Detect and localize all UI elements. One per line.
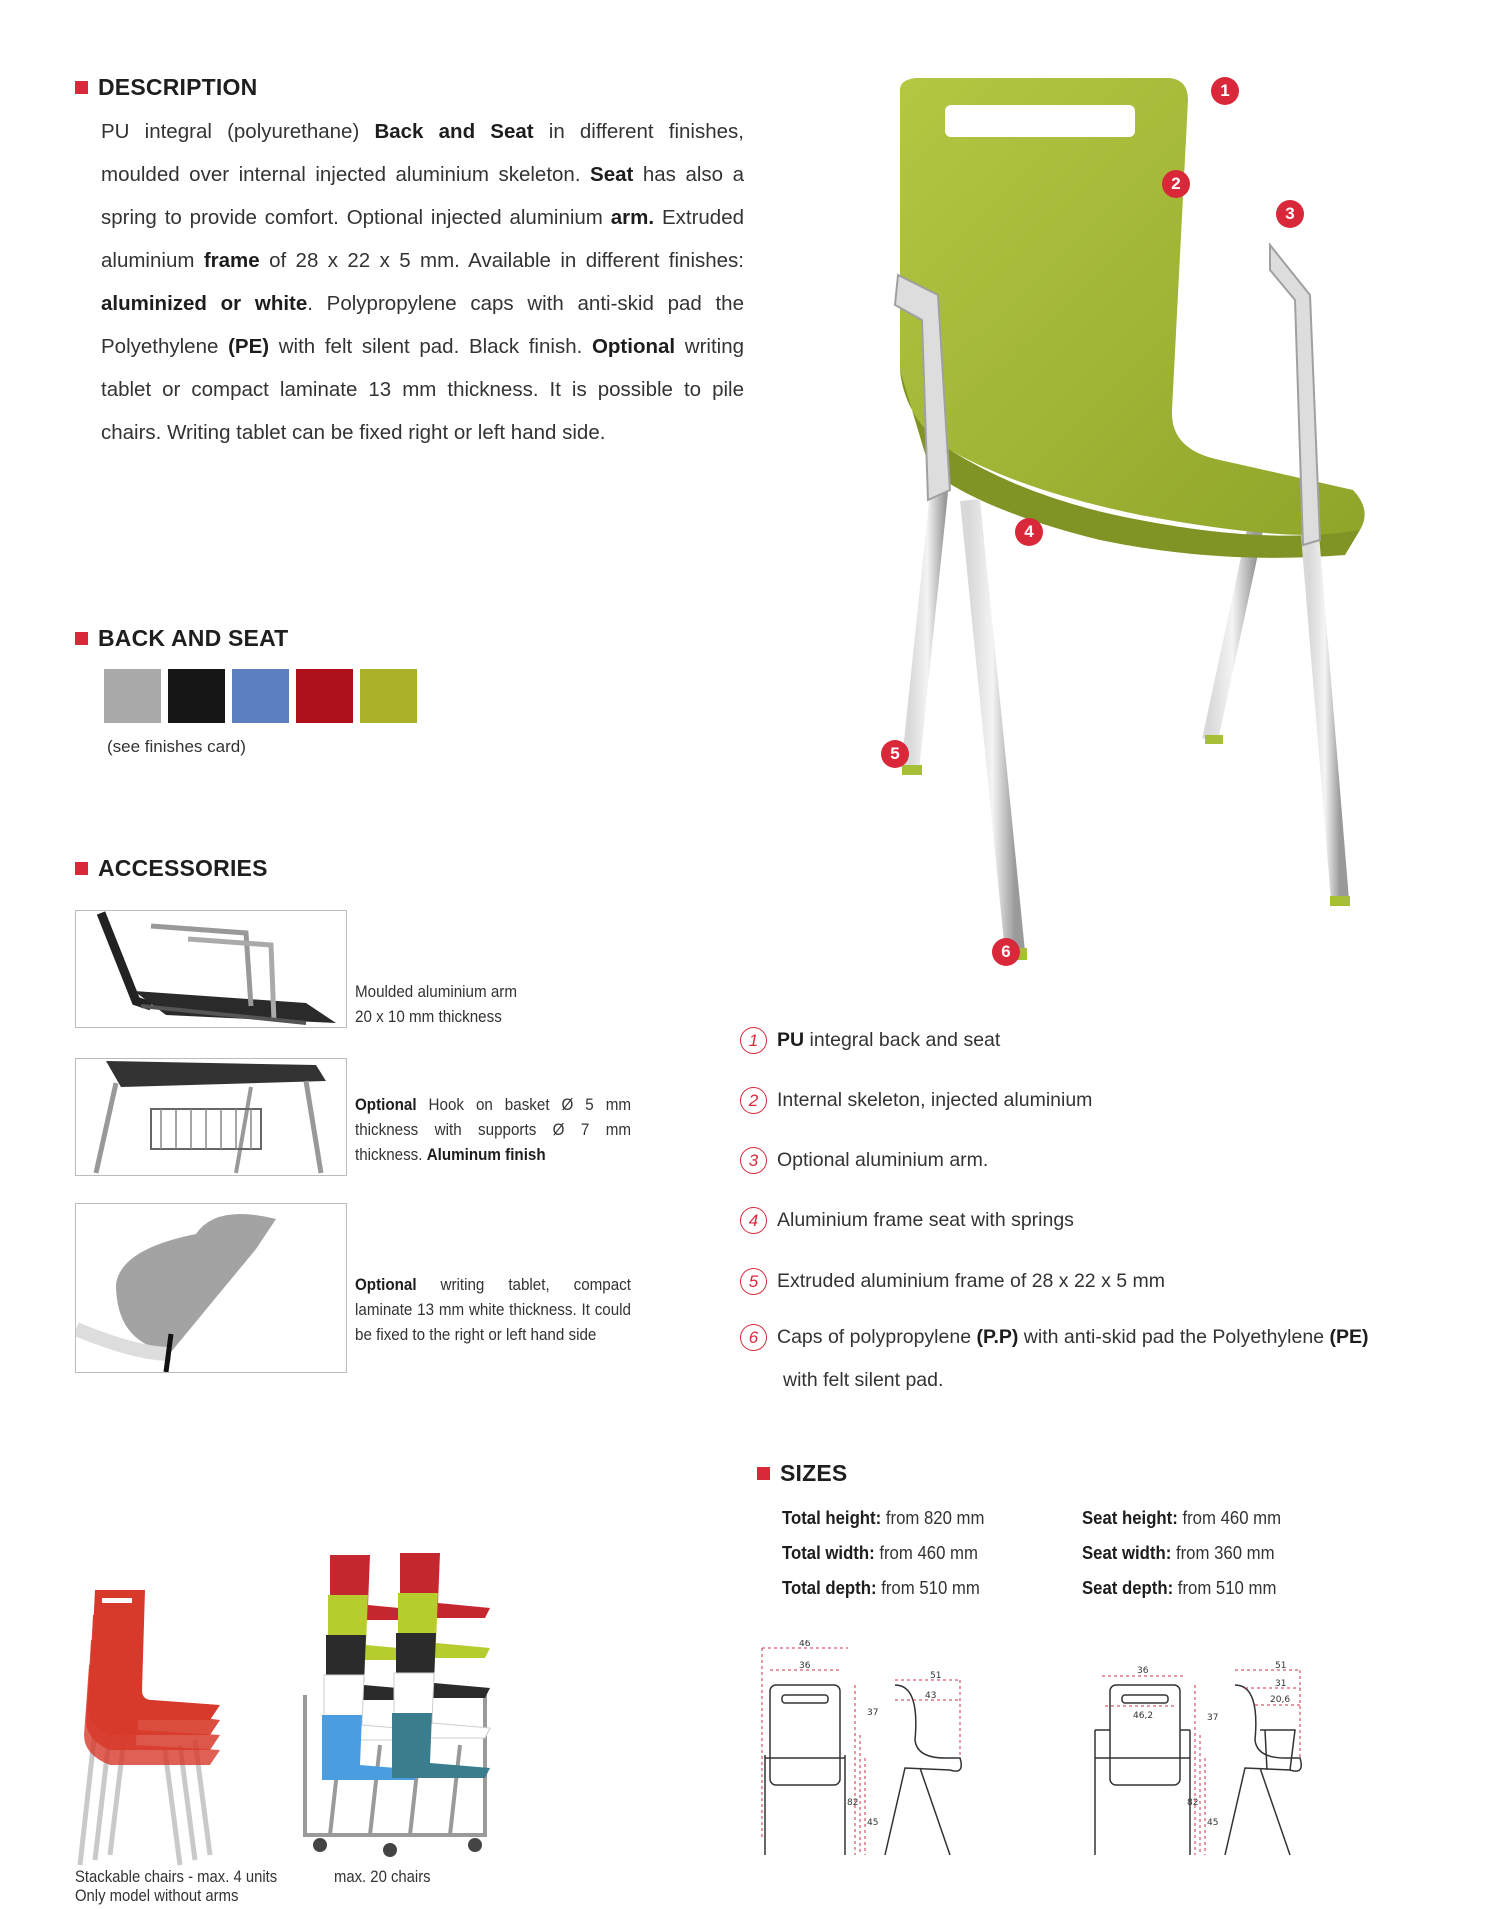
dim-b-2: 46,2 <box>1133 1711 1154 1721</box>
accessory-arm-image <box>75 910 347 1028</box>
dim-a-4: 43 <box>925 1691 937 1701</box>
marker-3: 3 <box>1276 200 1304 228</box>
dim-b-8: 45 <box>1207 1818 1219 1828</box>
stack-caption-2: max. 20 chairs <box>334 1868 431 1886</box>
stack-caption-1: Stackable chairs - max. 4 units Only model without arms <box>75 1868 278 1905</box>
dim-b-7: 82 <box>1187 1798 1199 1808</box>
swatch-green <box>360 669 417 723</box>
size-total-height: Total height: from 820 mm <box>782 1508 985 1528</box>
marker-1: 1 <box>1211 77 1239 105</box>
swatch-blue <box>232 669 289 723</box>
marker-5: 5 <box>881 740 909 768</box>
dim-a-7: 45 <box>867 1818 879 1828</box>
swatch-black <box>168 669 225 723</box>
dim-b-6: 37 <box>1207 1713 1219 1723</box>
stacked-chairs-trolley-image <box>300 1545 500 1865</box>
feature-6: 6 Caps of polypropylene (P.P) with anti-skid pad the Polyethylene (PE) <box>740 1324 1440 1351</box>
size-seat-height: Seat height: from 460 mm <box>1082 1508 1282 1528</box>
dimension-drawing-with-arms <box>1085 1640 1345 1860</box>
feature-5: 5 Extruded aluminium frame of 28 x 22 x 5 mm <box>740 1268 1165 1295</box>
finishes-note: (see finishes card) <box>107 737 246 756</box>
description-text: PU integral (polyurethane) Back and Seat in different finishes, moulded over internal injected aluminium skeleton. Seat has also a spring to provide comfort. Optional injected aluminium arm. Extruded aluminium frame of 28 x 22 x 5 mm. Available in different finishes: aluminized or white. Polypropylene caps with anti-skid pad the Polyethylene (PE) with felt silent pad. Black finish. Optional writing tablet or compact laminate 13 mm thickness. It is possible to pile chairs. Writing tablet can be fixed right or left hand side. <box>101 120 745 444</box>
dim-a-5: 37 <box>867 1708 879 1718</box>
dim-a-3: 51 <box>930 1671 942 1681</box>
dim-b-4: 31 <box>1275 1679 1287 1689</box>
chair-illustration <box>800 60 1420 1000</box>
size-total-width: Total width: from 460 mm <box>782 1543 978 1563</box>
swatch-red <box>296 669 353 723</box>
dimension-drawing-no-arms <box>755 1640 1015 1860</box>
description-heading: DESCRIPTION <box>75 74 257 101</box>
marker-4: 4 <box>1015 518 1043 546</box>
size-seat-depth: Seat depth: from 510 mm <box>1082 1578 1277 1598</box>
dim-b-3: 51 <box>1275 1661 1287 1671</box>
accessory-tablet-text: Optional writing tablet, compact laminate 13 mm white thickness. It could be fixed to the right or left hand side <box>355 1276 631 1344</box>
dim-a-6: 82 <box>847 1798 859 1808</box>
dim-a-1: 46 <box>799 1640 811 1649</box>
feature-2: 2 Internal skeleton, injected aluminium <box>740 1087 1092 1114</box>
accessory-basket-image <box>75 1058 347 1176</box>
dim-a-2: 36 <box>799 1661 811 1671</box>
marker-6: 6 <box>992 938 1020 966</box>
swatch-grey <box>104 669 161 723</box>
feature-3: 3 Optional aluminium arm. <box>740 1147 988 1174</box>
feature-6-continued: with felt silent pad. <box>783 1369 944 1391</box>
sizes-heading: SIZES <box>757 1460 847 1487</box>
feature-1: 1 PU integral back and seat <box>740 1027 1000 1054</box>
accessories-heading: ACCESSORIES <box>75 855 268 882</box>
dim-b-1: 36 <box>1137 1666 1149 1676</box>
accessory-basket-text: Optional Hook on basket Ø 5 mm thickness with supports Ø 7 mm thickness. Aluminum finish <box>355 1096 631 1164</box>
stacked-chairs-image <box>70 1580 240 1870</box>
size-seat-width: Seat width: from 360 mm <box>1082 1543 1275 1563</box>
marker-2: 2 <box>1162 170 1190 198</box>
size-total-depth: Total depth: from 510 mm <box>782 1578 980 1598</box>
back-seat-heading: BACK AND SEAT <box>75 625 288 652</box>
accessory-tablet-image <box>75 1203 347 1373</box>
feature-4: 4 Aluminium frame seat with springs <box>740 1207 1074 1234</box>
accessory-arm-text: Moulded aluminium arm 20 x 10 mm thickness <box>355 983 517 1026</box>
dim-b-5: 20,6 <box>1270 1695 1291 1705</box>
